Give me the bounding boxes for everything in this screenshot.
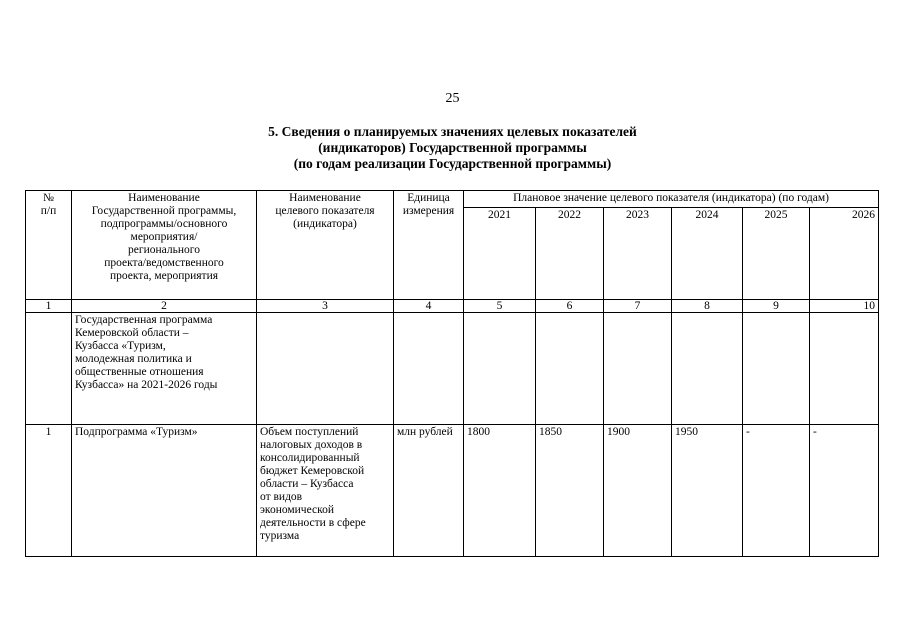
row-value: 1900	[604, 425, 672, 557]
page-number: 25	[445, 91, 460, 106]
column-number: 1	[26, 300, 72, 313]
column-number: 2	[72, 300, 257, 313]
row-value	[464, 313, 536, 425]
column-number: 9	[743, 300, 810, 313]
header-year: 2022	[536, 208, 604, 300]
header-year: 2021	[464, 208, 536, 300]
header-no: № п/п	[26, 191, 72, 300]
row-value: -	[743, 425, 810, 557]
row-value	[604, 313, 672, 425]
row-unit	[394, 313, 464, 425]
header-indicator: Наименование целевого показателя (индикатора)	[257, 191, 394, 300]
row-indicator: Объем поступлений налоговых доходов в консолидированный бюджет Кемеровской области – Кузбасса от видов экономической деятельности в сфере туризма	[257, 425, 394, 557]
title-line-2: (индикаторов) Государственной программы	[318, 140, 587, 155]
row-no	[26, 313, 72, 425]
header-planned-values: Плановое значение целевого показателя (индикатора) (по годам)	[464, 191, 879, 208]
column-number: 4	[394, 300, 464, 313]
row-no: 1	[26, 425, 72, 557]
row-value: -	[810, 425, 879, 557]
row-value	[810, 313, 879, 425]
row-value	[743, 313, 810, 425]
row-value: 1800	[464, 425, 536, 557]
column-number: 7	[604, 300, 672, 313]
header-year: 2024	[672, 208, 743, 300]
column-number: 5	[464, 300, 536, 313]
row-unit: млн рублей	[394, 425, 464, 557]
document-title	[0, 124, 905, 172]
row-value: 1850	[536, 425, 604, 557]
header-year: 2025	[743, 208, 810, 300]
header-row-1	[26, 191, 879, 208]
column-number: 8	[672, 300, 743, 313]
column-number-row	[26, 300, 879, 313]
row-value	[672, 313, 743, 425]
header-year: 2023	[604, 208, 672, 300]
column-number: 10	[810, 300, 879, 313]
row-indicator	[257, 313, 394, 425]
row-value	[536, 313, 604, 425]
row-name: Государственная программа Кемеровской области – Кузбасса «Туризм, молодежная политика и общественные отношения Кузбасса» на 2021-2026 годы	[72, 313, 257, 425]
row-value: 1950	[672, 425, 743, 557]
title-line-3: (по годам реализации Государственной программы)	[293, 156, 612, 171]
table-row	[26, 425, 879, 557]
header-name: Наименование Государственной программы, подпрограммы/основного мероприятия/ регионального проекта/ведомственного проекта, мероприятия	[72, 191, 257, 300]
header-year: 2026	[810, 208, 879, 300]
indicators-table	[25, 190, 879, 557]
title-line-1: 5. Сведения о планируемых значениях целевых показателей	[268, 124, 637, 139]
row-name: Подпрограмма «Туризм»	[72, 425, 257, 557]
column-number: 6	[536, 300, 604, 313]
column-number: 3	[257, 300, 394, 313]
header-unit: Единица измерения	[394, 191, 464, 300]
table-row	[26, 313, 879, 425]
